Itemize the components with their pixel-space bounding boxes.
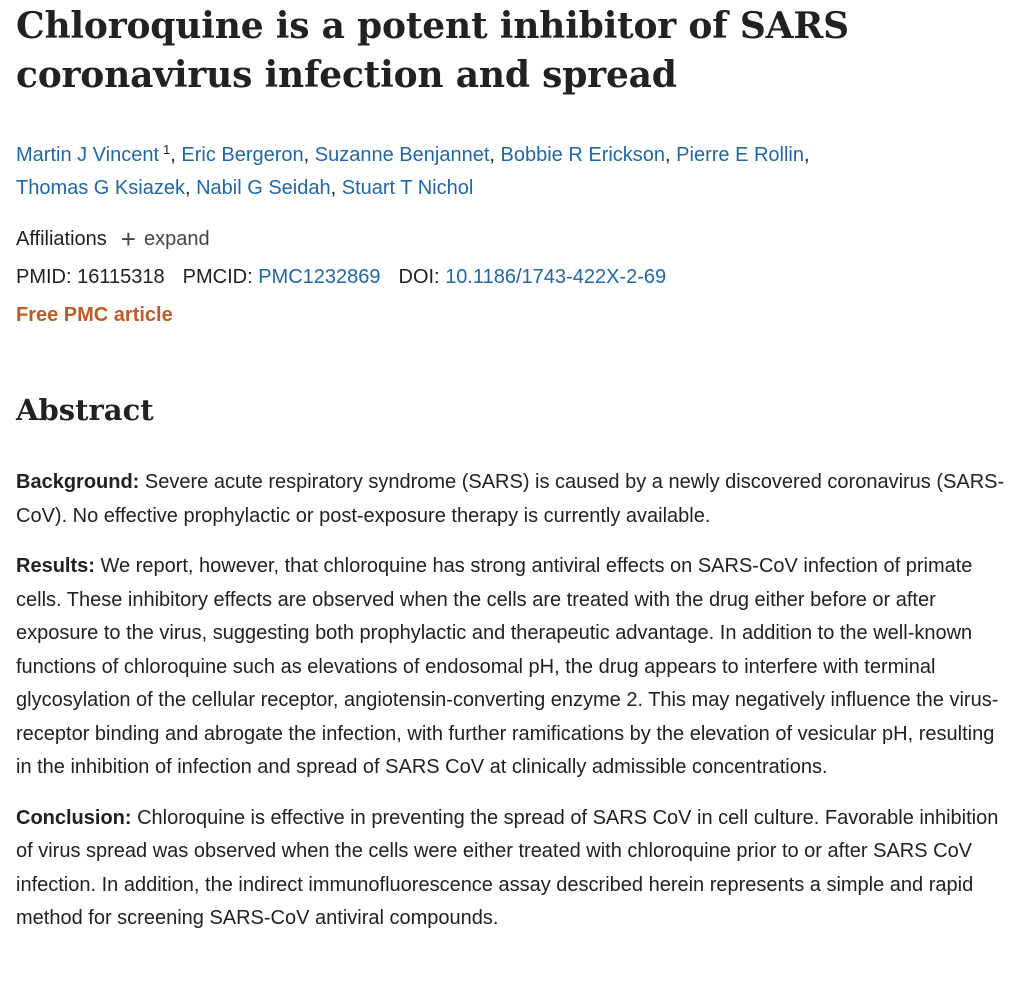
pmid-label: PMID: (16, 266, 72, 288)
pmcid-label: PMCID: (182, 266, 253, 288)
section-label: Background: (16, 471, 140, 493)
author-link[interactable]: Bobbie R Erickson (500, 144, 666, 166)
author-link[interactable]: Stuart T Nichol (341, 177, 474, 199)
section-text: Chloroquine is effective in preventing the spread of SARS CoV in cell culture. Favorable inhibition of virus spread was observed when the cells were either treated with chloroquine prior to or after SARS CoV infection. In addition, the indirect immunofluorescence assay described herein represents a simple and rapid method for screening SARS-CoV antiviral compounds. (16, 806, 999, 929)
article-page (16, 0, 1012, 936)
section-label: Conclusion: (16, 806, 132, 829)
author-link[interactable]: Pierre E Rollin (676, 144, 804, 166)
affiliations-label: Affiliations (16, 228, 107, 250)
expand-label: expand (143, 228, 210, 250)
pmid (16, 266, 165, 288)
author-list: Martin J Vincent $^1$, Eric Bergeron, Suzanne Benjannet, Bobbie R Erickson, Pierre E Rollin, Thomas G Ksiazek, Nabil G Seidah, Stuart T Nichol (16, 142, 810, 199)
affiliation-superscript[interactable]: 1 (163, 142, 171, 157)
author-link[interactable]: Martin J Vincent (16, 144, 160, 166)
doi (399, 266, 667, 288)
section-label: Results: (16, 555, 95, 577)
abstract-conclusion (16, 802, 1012, 936)
abstract-results (16, 550, 1012, 785)
doi-label: DOI: (398, 266, 440, 288)
pmid-value: 16115318 (77, 266, 165, 288)
section-text: Severe acute respiratory syndrome (SARS) is caused by a newly discovered coronavirus (SARS-CoV). No effective prophylactic or post-exposure therapy is currently available. (16, 471, 1005, 527)
pmcid (183, 266, 381, 288)
pmcid-link[interactable]: PMC1232869 (258, 266, 381, 288)
abstract-background (16, 466, 1012, 533)
doi-link[interactable]: 10.1186/1743-422X-2-69 (445, 266, 667, 288)
article-title: Chloroquine is a potent inhibitor of SARS coronavirus infection and spread (16, 5, 849, 96)
author-link[interactable]: Eric Bergeron (181, 144, 304, 166)
author-link[interactable]: Thomas G Ksiazek (16, 177, 185, 199)
expand-affiliations-button[interactable] (121, 224, 210, 254)
section-text: We report, however, that chloroquine has strong antiviral effects on SARS-CoV infection of primate cells. These inhibitory effects are observed when the cells are treated with the drug either before or after exposure to the virus, suggesting both prophylactic and therapeutic advantage. In addition to the well-known functions of chloroquine such as elevations of endosomal pH, the drug appears to interfere with terminal glycosylation of the cellular receptor, angiotensin-converting enzyme 2. This may negatively influence the virus-receptor binding and abrogate the infection, with further ramifications by the elevation of vesicular pH, resulting in the inhibition of infection and spread of SARS CoV at clinically admissible concentrations. (16, 555, 999, 778)
abstract-heading: Abstract (16, 393, 154, 427)
author-link[interactable]: Nabil G Seidah (196, 177, 331, 199)
affiliations-row (16, 224, 1012, 254)
plus-icon: + (120, 224, 136, 254)
author-link[interactable]: Suzanne Benjannet (314, 144, 490, 166)
free-pmc-article-link[interactable]: Free PMC article (16, 304, 173, 326)
identifiers-row (16, 262, 1012, 292)
